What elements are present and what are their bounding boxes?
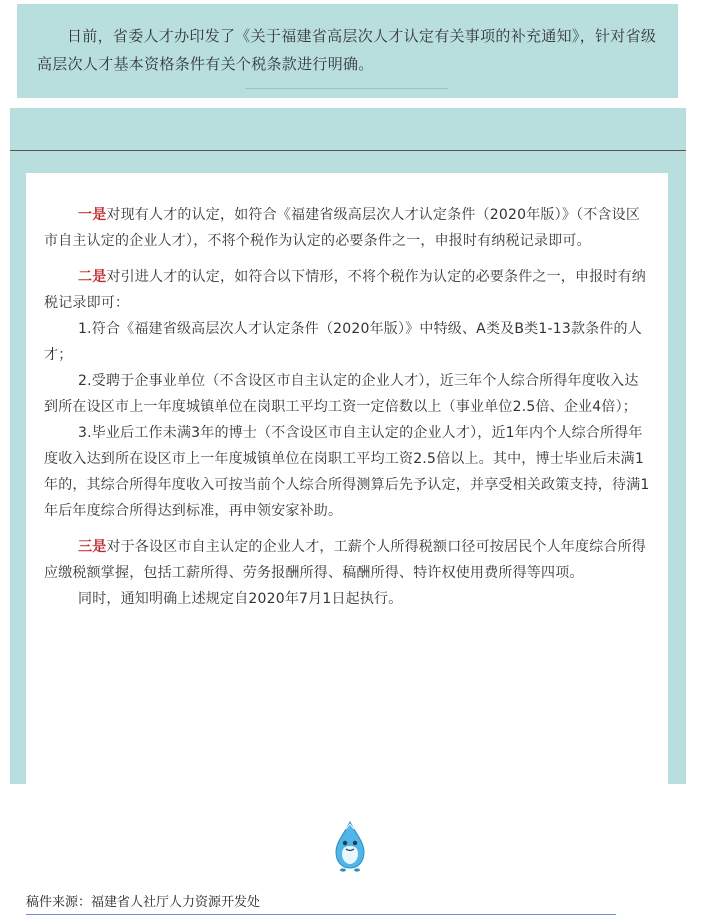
intro-box xyxy=(17,4,678,98)
water-drop-mascot-icon xyxy=(330,820,370,872)
point-one-lead: 一是 xyxy=(78,207,107,223)
section-header-band xyxy=(10,108,686,150)
paragraph-1 xyxy=(44,202,652,254)
article-body xyxy=(44,202,652,612)
source-credit: 稿件来源：福建省人社厅人力资源开发处 xyxy=(26,895,261,910)
paragraph-3 xyxy=(44,534,652,586)
list-item-3: 3.毕业后工作未满3年的博士（不含设区市自主认定的企业人才），近1年内个人综合所得年度收入达到所在设区市上一年度城镇单位在岗职工平均工资2.5倍以上。其中，博士毕业后未满1年的，其综合所得年度收入可按当前个人综合所得测算后先予认定，并享受相关政策支持，待满1年后年度综合所得达到标准，再申领安家补助。 xyxy=(44,425,650,519)
point-three-lead: 三是 xyxy=(78,539,107,555)
list-item-2: 2.受聘于企事业单位（不含设区市自主认定的企业人才），近三年个人综合所得年度收入达到所在设区市上一年度城镇单位在岗职工平均工资一定倍数以上（事业单位2.5倍、企业4倍）； xyxy=(44,373,639,415)
list-item-1: 1.符合《福建省级高层次人才认定条件（2020年版）》中特级、A类及B类1-13款条件的人才； xyxy=(44,321,642,363)
point-two-lead: 二是 xyxy=(78,269,107,285)
paragraph-1-text: 对现有人才的认定，如符合《福建省级高层次人才认定条件（2020年版）》（不含设区市自主认定的企业人才），不将个税作为认定的必要条件之一，申报时有纳税记录即可。 xyxy=(44,207,641,249)
paragraph-2-text: 对引进人才的认定，如符合以下情形，不将个税作为认定的必要条件之一，申报时有纳税记录即可： xyxy=(44,269,647,311)
source-underline xyxy=(26,914,616,915)
paragraph-3-text: 对于各设区市自主认定的企业人才，工薪个人所得税额口径可按居民个人年度综合所得应缴税额掌握，包括工薪所得、劳务报酬所得、稿酬所得、特许权使用费所得等四项。 xyxy=(44,539,647,581)
paragraph-4: 同时，通知明确上述规定自2020年7月1日起执行。 xyxy=(78,591,403,607)
intro-underline xyxy=(245,88,448,89)
paragraph-2 xyxy=(44,264,652,316)
intro-text: 日前，省委人才办印发了《关于福建省高层次人才认定有关事项的补充通知》，针对省级高层次人才基本资格条件有关个税条款进行明确。 xyxy=(37,27,657,73)
